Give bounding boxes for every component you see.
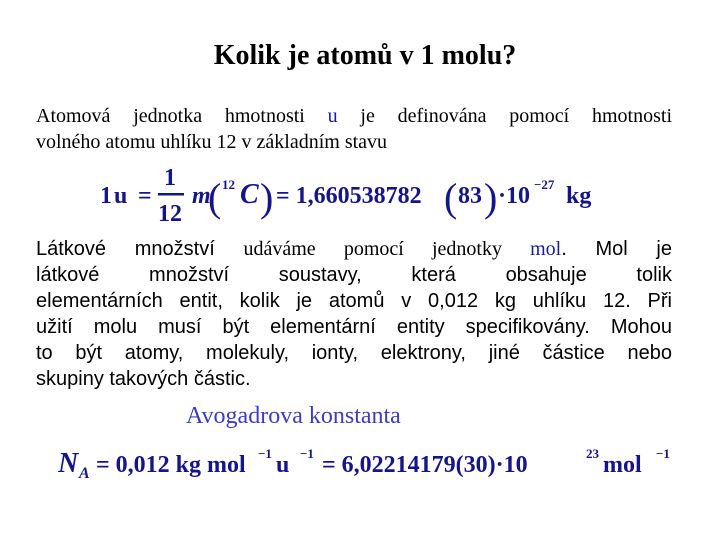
eq2-exp-d: −1 [656, 446, 670, 461]
equation-2-svg [58, 444, 688, 484]
eq2-mol: mol [603, 452, 642, 478]
mol-line-6: skupiny takových částic. [36, 368, 251, 390]
avogadro-equation [58, 444, 688, 484]
fraction-bar [158, 193, 184, 196]
eq2-exp-a: −1 [258, 446, 272, 461]
eq1-equals: = [138, 183, 152, 209]
eq2-exp-b: −1 [300, 446, 314, 461]
mol-text-c: . Mol je [561, 238, 672, 260]
eq2-subscript-A: A [79, 465, 90, 482]
eq1-paren-open: ( [208, 175, 222, 220]
eq1-numerator: 1 [164, 165, 176, 191]
eq1-paren-close: ) [260, 175, 274, 220]
eq1-C: C [240, 179, 259, 210]
avogadro-heading: Avogadrova konstanta [186, 403, 401, 429]
definition-line-2: volného atomu uhlíku 12 v základním stavu [36, 131, 388, 153]
eq1-value: = 1,660538782 [276, 183, 422, 209]
mol-line-2: látkové množství soustavy, která obsahuje tolik [36, 264, 672, 286]
slide-title: Kolik je atomů v 1 molu? [213, 40, 517, 71]
equation-1-svg [100, 163, 600, 229]
mol-definition-paragraph [36, 236, 672, 392]
mol-text-b: udáváme pomocí jednotky [243, 238, 531, 260]
mol-line-5: to být atomy, molekuly, ionty, elektrony, jiné částice nebo [36, 342, 672, 364]
definition-line-1 [36, 103, 672, 129]
eq1-exponent: −27 [534, 177, 555, 192]
eq1-u: u [114, 183, 128, 209]
eq2-part-b: = 6,02214179(30)·10 [322, 452, 528, 478]
atomic-mass-unit-equation [100, 163, 600, 229]
unit-u-highlight: u [327, 105, 338, 127]
eq1-times: ·10 [498, 183, 531, 209]
mol-line-1 [36, 236, 672, 262]
eq1-unit: kg [566, 183, 592, 209]
mol-line-3: elementárních entit, kolik je atomů v 0,012 kg uhlíku 12. Při [36, 290, 672, 312]
eq2-part-a: = 0,012 kg mol [96, 452, 246, 478]
eq1-m: m [192, 183, 211, 209]
definition-text-b: je definována pomocí hmotnosti [337, 105, 673, 127]
eq2-exp-c: 23 [586, 446, 599, 461]
eq1-one: 1 [100, 183, 112, 209]
eq1-paren2-close: ) [484, 175, 498, 220]
eq1-paren2-open: ( [444, 175, 458, 220]
definition-text-a: Atomová jednotka hmotnosti [36, 105, 328, 127]
mol-line-4: užití molu musí být elementární entity specifikovány. Mohou [36, 316, 672, 338]
eq1-sup-12: 12 [222, 177, 235, 192]
eq2-N: N [58, 448, 79, 479]
eq2-u: u [276, 452, 290, 478]
definition-paragraph [36, 103, 672, 155]
eq1-uncertainty: 83 [458, 183, 482, 209]
eq1-denominator: 12 [158, 201, 182, 227]
mol-text-a: Látkové množství [36, 238, 244, 260]
mol-highlight: mol [530, 238, 562, 260]
